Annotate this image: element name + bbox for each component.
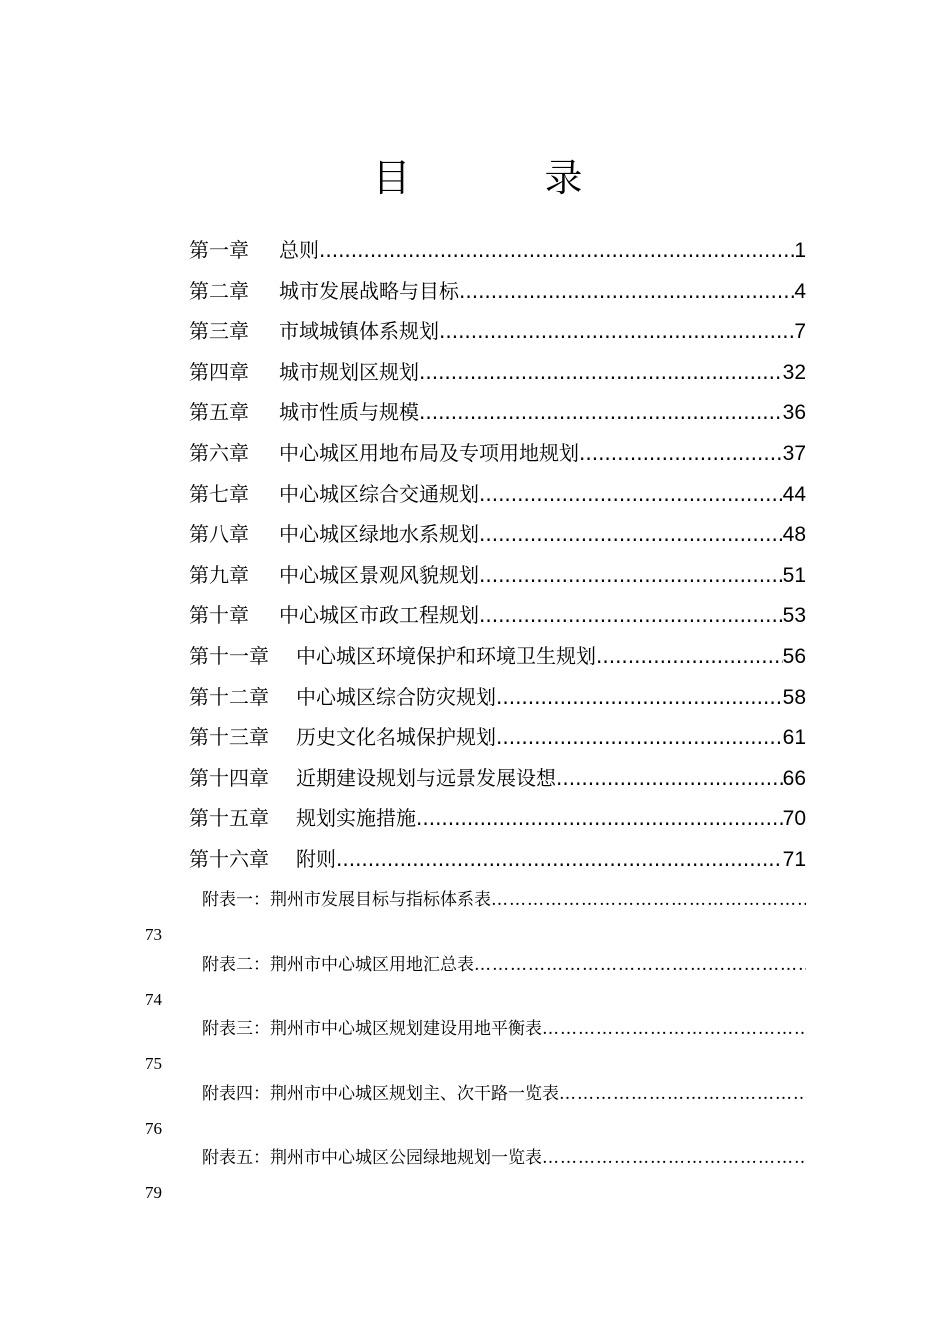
page-title: 目 录 [372,156,631,200]
page-number: 48 [782,523,806,547]
page-number: 58 [782,685,806,709]
page-number: 7 [794,320,806,344]
dot-leader [419,352,783,392]
page-number: 53 [782,604,806,628]
dot-leader [596,636,783,676]
chapter-title: 城市发展战略与目标 [279,278,459,303]
dot-leader [542,1011,806,1047]
toc-entry-8[interactable] [189,514,806,555]
chapter-number: 第一章 [189,238,249,262]
chapter-number: 第十六章 [189,846,269,871]
chapter-title: 历史文化名城保护规划 [296,725,496,750]
chapter-title: 总则 [279,238,319,262]
chapter-title: 附则 [296,846,336,871]
appendix-list [145,882,806,1205]
toc-entry-12[interactable] [189,677,806,718]
chapter-title: 中心城区市政工程规划 [279,603,479,628]
dot-leader [479,595,783,635]
chapter-title: 城市规划区规划 [279,359,419,384]
dot-leader [479,555,783,595]
appendix-title: 附表五：荆州市中心城区公园绿地规划一览表 [202,1148,542,1168]
page-number: 74 [145,989,162,1009]
appendix-entry-1[interactable] [145,882,806,947]
dot-leader [556,758,783,798]
toc-entry-16[interactable] [189,839,806,880]
page-number: 36 [782,401,806,425]
dot-leader [319,230,794,270]
appendix-title: 附表三：荆州市中心城区规划建设用地平衡表 [202,1019,542,1039]
page-number: 70 [782,807,806,831]
page-number: 32 [782,360,806,384]
dot-leader [459,271,794,311]
chapter-title: 中心城区综合交通规划 [279,481,479,506]
page-number: 44 [782,482,806,506]
page-number: 79 [145,1183,162,1202]
toc-entry-11[interactable] [189,636,806,677]
chapter-number: 第五章 [189,400,249,425]
appendix-title: 附表一：荆州市发展目标与指标体系表 [202,890,491,910]
page-number: 75 [145,1054,162,1073]
appendix-title: 附表二：荆州市中心城区用地汇总表 [202,954,474,975]
chapter-number: 第二章 [189,278,249,303]
chapter-title: 中心城区综合防灾规划 [296,684,496,709]
page-number: 61 [782,726,806,750]
page-number: 76 [145,1118,162,1138]
toc-entry-3[interactable] [189,311,806,352]
appendix-title: 附表四：荆州市中心城区规划主、次干路一览表 [202,1083,559,1104]
chapter-title: 中心城区用地布局及专项用地规划 [279,440,579,465]
dot-leader [542,1140,806,1176]
chapter-title: 中心城区景观风貌规划 [279,562,479,587]
chapter-title: 城市性质与规模 [279,400,419,425]
dot-leader [559,1076,806,1112]
chapter-number: 第十二章 [189,684,269,709]
dot-leader [496,677,783,717]
dot-leader [416,798,783,838]
chapter-number: 第九章 [189,562,249,587]
appendix-entry-2[interactable] [145,947,806,1012]
chapter-number: 第十一章 [189,643,269,668]
page-number: 1 [794,239,806,262]
chapter-number: 第十五章 [189,806,269,831]
page-number: 4 [794,279,806,303]
toc-entry-6[interactable] [189,433,806,474]
chapter-title: 市域城镇体系规划 [279,319,439,344]
dot-leader [474,947,806,983]
dot-leader [496,717,783,757]
page-number: 37 [782,441,806,465]
chapter-number: 第十四章 [189,765,269,790]
chapter-title: 中心城区绿地水系规划 [279,522,479,547]
dot-leader [491,882,806,918]
toc-entry-5[interactable] [189,392,806,433]
toc-entry-9[interactable] [189,555,806,596]
page-number: 73 [145,925,162,944]
dot-leader [336,839,783,879]
table-of-contents [189,230,806,880]
chapter-number: 第四章 [189,359,249,384]
chapter-number: 第十章 [189,603,249,628]
chapter-number: 第七章 [189,481,249,506]
appendix-entry-5[interactable] [145,1140,806,1205]
toc-entry-4[interactable] [189,352,806,393]
chapter-number: 第十三章 [189,725,269,750]
toc-entry-2[interactable] [189,271,806,312]
page-number: 71 [782,847,806,871]
toc-entry-14[interactable] [189,758,806,799]
chapter-title: 近期建设规划与远景发展设想 [296,765,556,790]
dot-leader [579,433,783,473]
toc-entry-7[interactable] [189,474,806,515]
chapter-number: 第三章 [189,319,249,344]
chapter-title: 中心城区环境保护和环境卫生规划 [296,643,596,668]
chapter-title: 规划实施措施 [296,806,416,831]
page-number: 56 [782,644,806,668]
toc-entry-1[interactable] [189,230,806,271]
chapter-number: 第六章 [189,440,249,465]
page-number: 51 [782,563,806,587]
page-number: 66 [782,766,806,790]
dot-leader [439,311,794,351]
appendix-entry-3[interactable] [145,1011,806,1076]
chapter-number: 第八章 [189,522,249,547]
appendix-entry-4[interactable] [145,1076,806,1141]
dot-leader [419,392,783,432]
toc-entry-15[interactable] [189,798,806,839]
dot-leader [479,474,783,514]
dot-leader [479,514,783,554]
toc-entry-13[interactable] [189,717,806,758]
toc-entry-10[interactable] [189,595,806,636]
